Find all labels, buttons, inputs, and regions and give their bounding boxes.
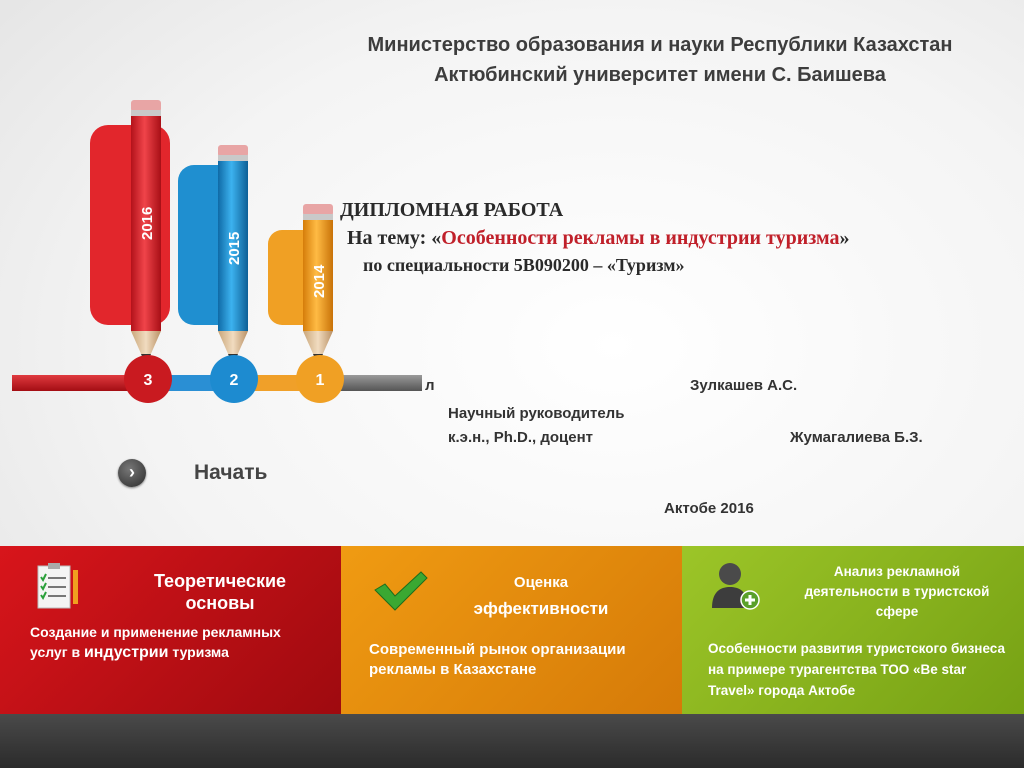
city-year: Актобе 2016	[664, 500, 754, 517]
year-2015-label: 2015	[226, 231, 243, 265]
panel-theory-body	[30, 622, 320, 663]
step-2-label: 2	[229, 372, 239, 389]
advisor-degree: к.э.н., Ph.D., доцент	[448, 429, 594, 446]
step-1-label: 1	[315, 372, 325, 389]
advisor-name: Жумагалиева Б.З.	[790, 429, 923, 446]
topic-suffix: »	[839, 227, 850, 249]
panel-theory-title-line2: основы	[185, 593, 255, 613]
panel-efficiency-body: Современный рынок организации рекламы в Казахстане	[369, 641, 626, 678]
checklist-icon	[36, 562, 80, 612]
start-arrow-icon[interactable]: ›	[118, 459, 146, 487]
panel-theory-body-highlight: индустрии	[83, 644, 169, 661]
student-name: Зулкашев А.С.	[690, 377, 798, 394]
advisor-role: Научный руководитель	[448, 405, 625, 422]
topic-title: Особенности рекламы в индустрии туризма	[441, 227, 840, 249]
track-red	[12, 375, 142, 391]
year-2014-label: 2014	[311, 264, 328, 298]
thesis-specialty: по специальности 5В090200 – «Туризм»	[363, 255, 685, 275]
start-button[interactable]: Начать	[194, 461, 268, 484]
thesis-type: ДИПЛОМНАЯ РАБОТА	[340, 199, 564, 221]
panel-analysis-title: Анализ рекламной деятельности в туристской сфере	[804, 564, 990, 619]
panel-theory-title	[110, 570, 330, 614]
panel-efficiency-title-line2: эффективности	[473, 599, 609, 618]
panel-theory-body-part1: Создание и применение рекламных услуг в	[30, 624, 281, 660]
checkmark-icon	[373, 568, 431, 612]
step-2-marker	[210, 355, 258, 403]
panel-analysis[interactable]	[682, 546, 1024, 714]
thesis-topic	[347, 227, 850, 250]
panel-theory[interactable]	[0, 546, 341, 714]
step-3-label: 3	[143, 372, 153, 389]
add-user-icon	[710, 560, 762, 612]
university-title: Актюбинский университет имени С. Баишева	[434, 64, 886, 86]
panel-efficiency[interactable]	[341, 546, 682, 714]
ministry-title: Министерство образования и науки Республики Казахстан	[367, 34, 953, 56]
panel-theory-title-line1: Теоретические	[153, 571, 287, 591]
panel-analysis-body: Особенности развития туристского бизнеса на примере турагентства ТОО «Be star Travel» города Актобе	[708, 641, 1005, 698]
student-prefix: л	[425, 377, 435, 394]
panel-efficiency-title	[441, 570, 641, 622]
panel-theory-body-part2: туризма	[168, 644, 229, 660]
year-2016-label: 2016	[139, 206, 156, 240]
topic-prefix: На тему: «	[347, 227, 442, 249]
panel-efficiency-title-line1: Оценка	[513, 574, 569, 591]
step-3-marker	[124, 355, 172, 403]
step-1-marker	[296, 355, 344, 403]
footer-bar	[0, 714, 1024, 768]
